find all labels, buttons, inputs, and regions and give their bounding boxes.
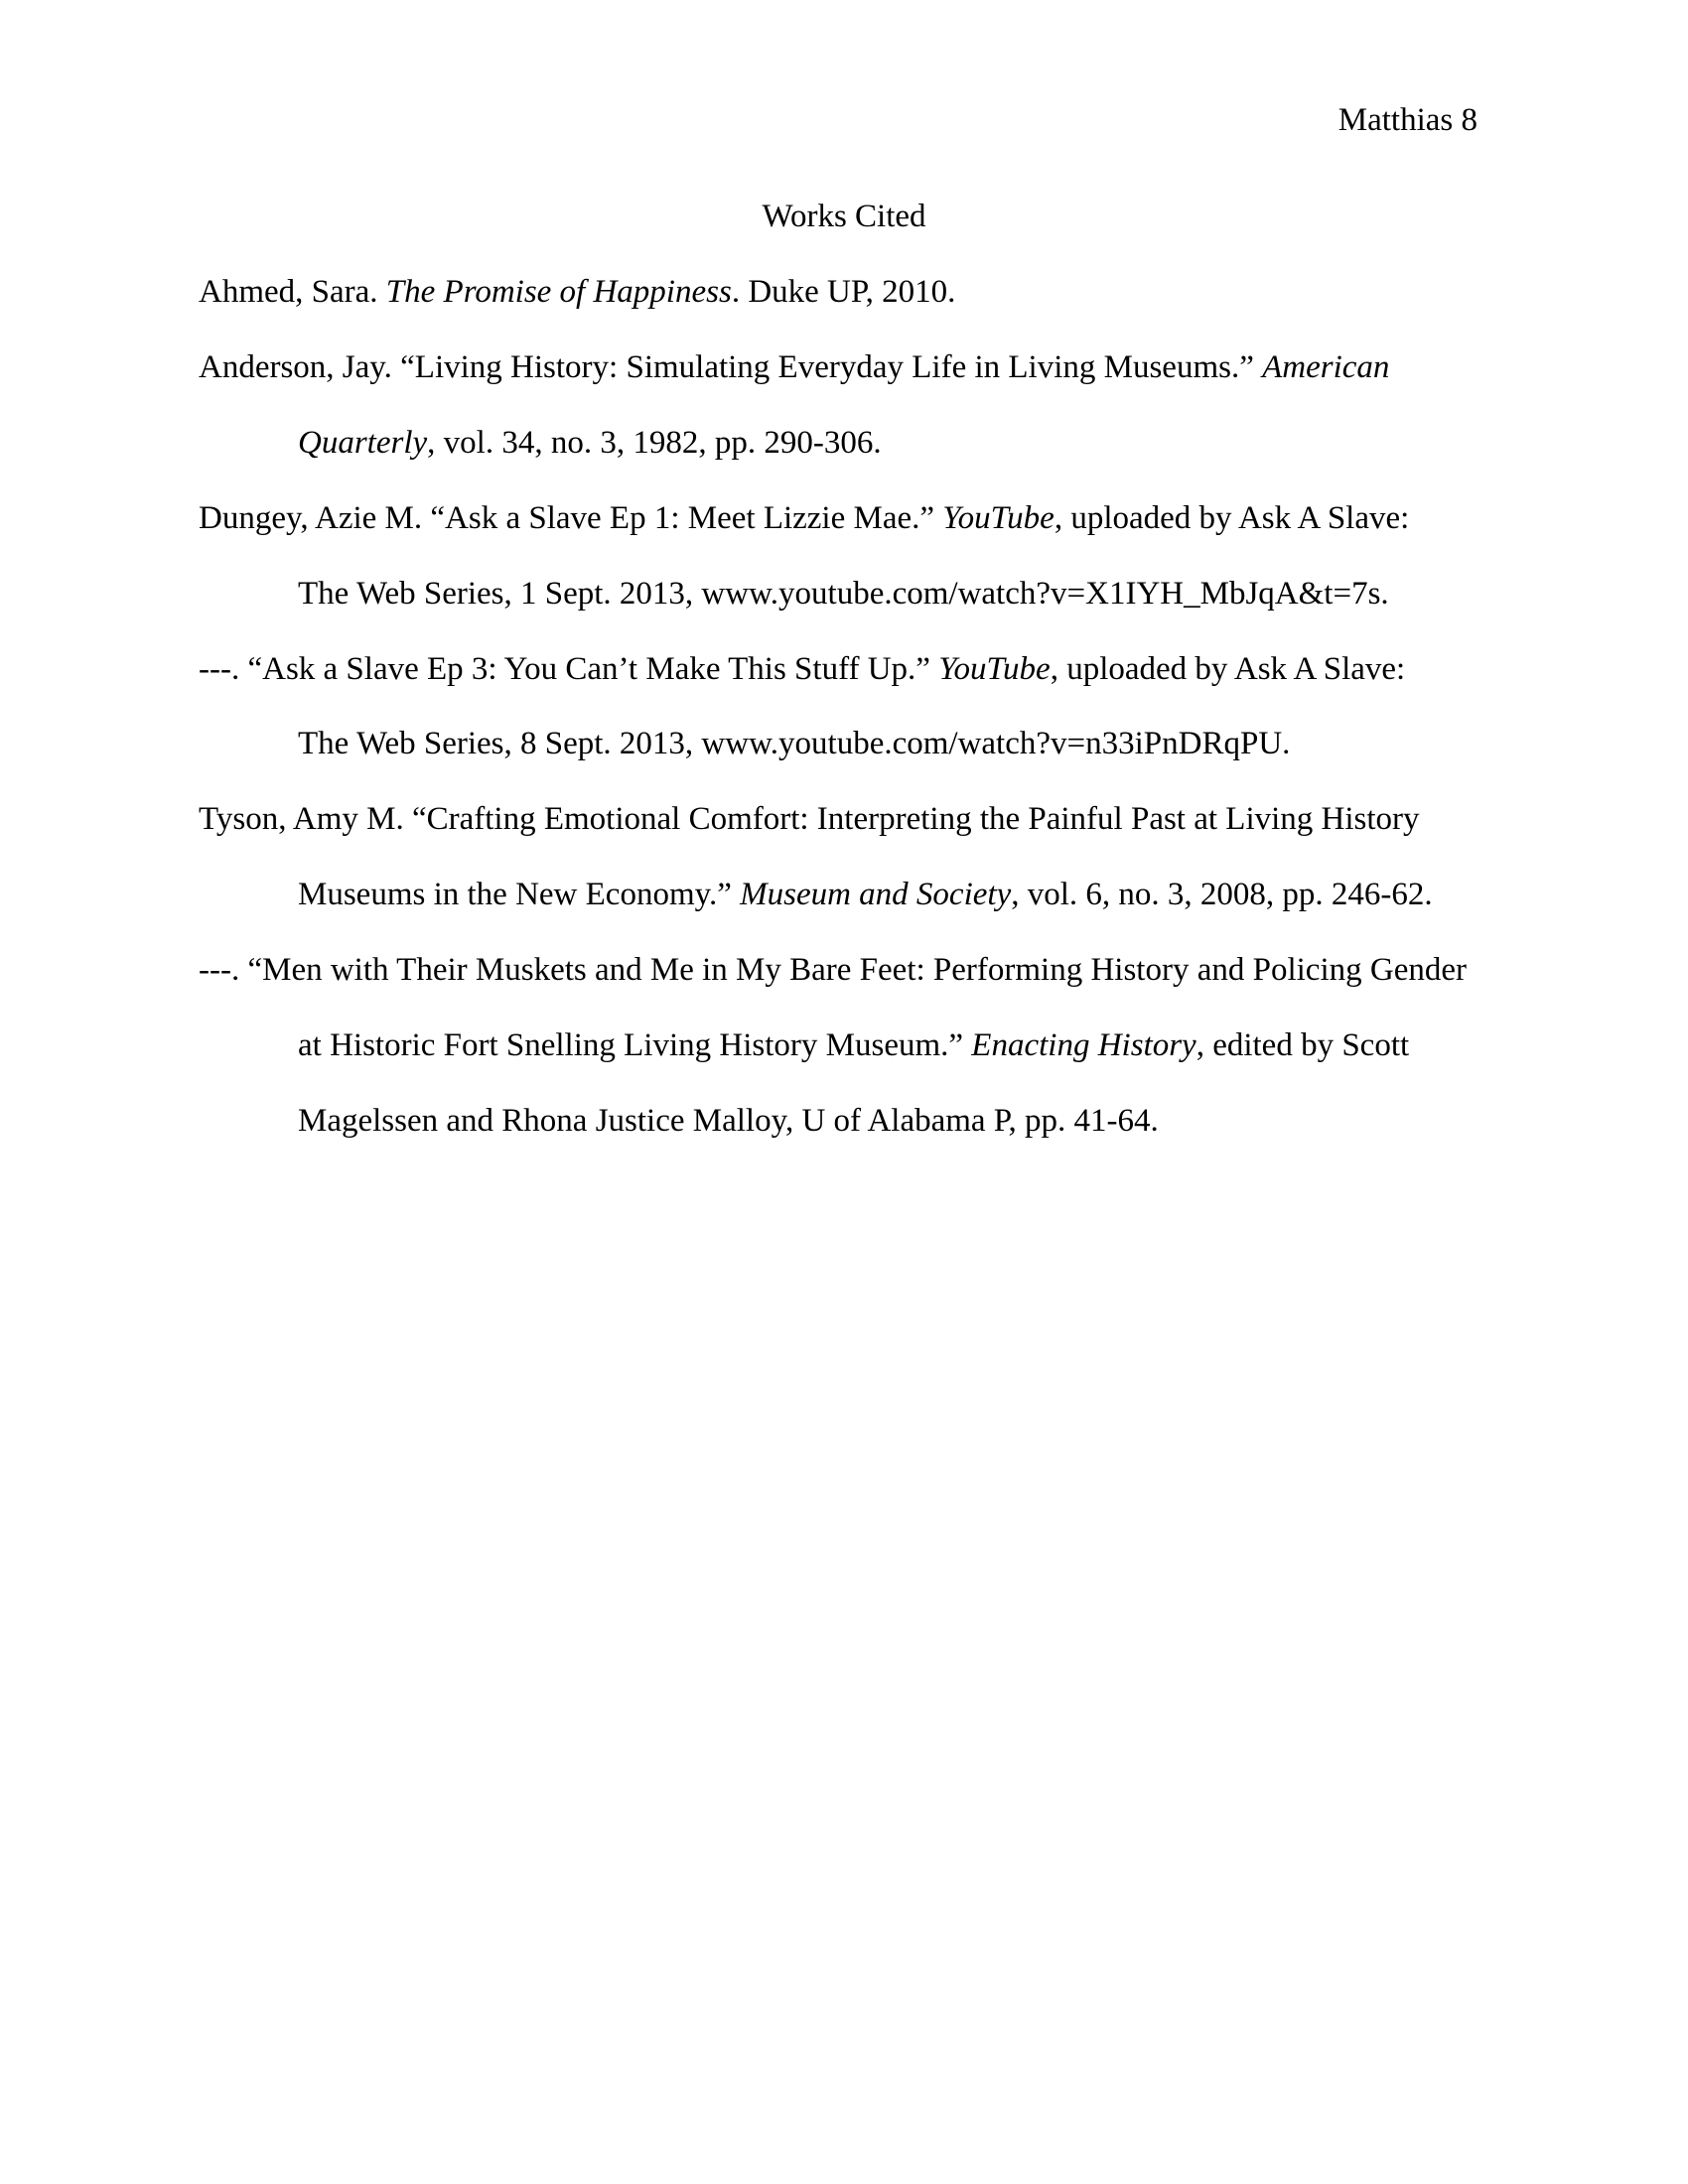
citation-title-italic: Enacting History (971, 1027, 1196, 1063)
citation-title-italic: Museum and Society (740, 877, 1012, 913)
citation-text: The Web Series, 8 Sept. 2013, www.youtube.com/watch?v=n33iPnDRqPU. (298, 726, 1291, 762)
citation-text: . Duke UP, 2010. (731, 274, 956, 310)
citation-title-italic: American (1262, 348, 1390, 385)
citation-title-italic: The Promise of Happiness (385, 274, 732, 310)
citation-text: Magelssen and Rhona Justice Malloy, U of Alabama P, pp. 41-64. (298, 1102, 1159, 1139)
running-head: Matthias 8 (1337, 102, 1477, 138)
citation-text: , vol. 34, no. 3, 1982, pp. 290-306. (427, 424, 882, 461)
citation-text: , uploaded by Ask A Slave: (1050, 650, 1406, 687)
citation-title-italic: YouTube (938, 650, 1051, 687)
citation-line (199, 330, 1389, 405)
citation-title-italic: YouTube (942, 499, 1055, 536)
citation-line (298, 405, 882, 480)
citation-text: , uploaded by Ask A Slave: (1054, 499, 1410, 536)
citation-text: Dungey, Azie M. “Ask a Slave Ep 1: Meet Lizzie Mae.” (199, 499, 943, 536)
citation-line (199, 932, 1467, 1008)
citation-line (199, 254, 955, 330)
citation-text: Tyson, Amy M. “Crafting Emotional Comfort: Interpreting the Painful Past at Living History (199, 801, 1420, 838)
citation-text: at Historic Fort Snelling Living History Museum.” (298, 1027, 972, 1063)
citation-text: Anderson, Jay. “Living History: Simulating Everyday Life in Living Museums.” (199, 348, 1263, 385)
citation-title-italic: Quarterly (298, 424, 428, 461)
citation-text: , vol. 6, no. 3, 2008, pp. 246-62. (1011, 877, 1433, 913)
citation-line (298, 556, 1389, 631)
citation-line (199, 631, 1405, 707)
citation-text: ---. “Ask a Slave Ep 3: You Can’t Make This Stuff Up.” (199, 650, 939, 687)
citation-line (298, 857, 1433, 932)
citation-text: , edited by Scott (1196, 1027, 1410, 1063)
citation-text: ---. “Men with Their Muskets and Me in My Bare Feet: Performing History and Policing Gender (199, 952, 1467, 989)
citation-text: Ahmed, Sara. (199, 274, 386, 310)
citation-line (199, 781, 1420, 857)
citation-text: Museums in the New Economy.” (298, 877, 741, 913)
citation-line (199, 480, 1409, 556)
citation-line (298, 1008, 1409, 1083)
citation-text: The Web Series, 1 Sept. 2013, www.youtube.com/watch?v=X1IYH_MbJqA&t=7s. (298, 575, 1389, 612)
citation-line (298, 706, 1290, 781)
page-title: Works Cited (762, 199, 926, 234)
citation-line (298, 1083, 1159, 1159)
